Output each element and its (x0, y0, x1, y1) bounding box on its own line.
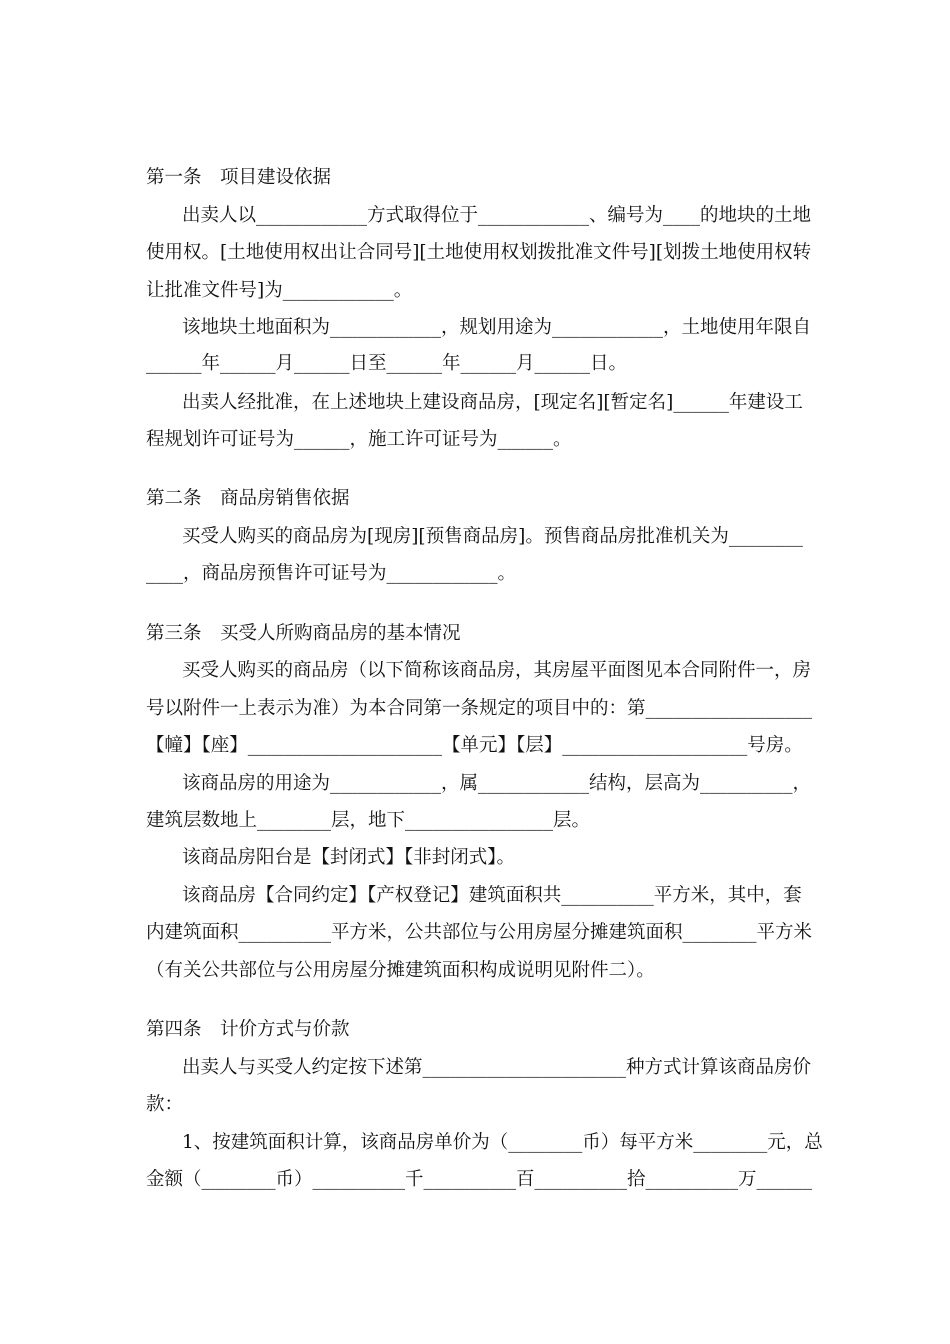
article3-paragraph2-line2: 建筑层数地上________层，地下________________层。 (146, 810, 591, 831)
article1-paragraph1-line1: 出卖人以____________方式取得位于____________、编号为____的地块的土地 (182, 205, 812, 226)
article3-paragraph4-line1: 该商品房【合同约定】【产权登记】建筑面积共__________平方米，其中，套 (182, 885, 802, 906)
article3-paragraph1-line1: 买受人购买的商品房（以下简称该商品房，其房屋平面图见本合同附件一，房 (182, 660, 812, 681)
article2-title: 第二条 商品房销售依据 (146, 488, 350, 509)
article1-paragraph2-line2: ______年______月______日至______年______月______日。 (146, 353, 628, 374)
article3-paragraph1-line3: 【幢】【座】_____________________【单元】【层】____________________号房。 (146, 735, 803, 756)
article4-title: 第四条 计价方式与价款 (146, 1019, 350, 1040)
article3-paragraph1-line2: 号以附件一上表示为准）为本合同第一条规定的项目中的：第__________________ (146, 698, 813, 719)
article1-paragraph1-line2: 使用权。[土地使用权出让合同号][土地使用权划拨批准文件号][划拨土地使用权转 (146, 242, 812, 263)
article4-paragraph1-line2: 款： (146, 1094, 184, 1115)
article4-paragraph2-line1: 1、按建筑面积计算，该商品房单价为（________币）每平方米________元，总 (182, 1132, 823, 1153)
article3-paragraph4-line3: （有关公共部位与公用房屋分摊建筑面积构成说明见附件二）。 (146, 960, 655, 981)
article3-paragraph3-line1: 该商品房阳台是【封闭式】【非封闭式】。 (182, 847, 516, 868)
article4-paragraph1-line1: 出卖人与买受人约定按下述第______________________种方式计算该商品房价 (182, 1057, 812, 1078)
article2-paragraph1-line1: 买受人购买的商品房为[现房][预售商品房]。预售商品房批准机关为________ (182, 526, 803, 547)
article1-paragraph2-line1: 该地块土地面积为____________，规划用途为____________，土地使用年限自 (182, 317, 812, 338)
article3-title: 第三条 买受人所购商品房的基本情况 (146, 623, 461, 644)
article1-title: 第一条 项目建设依据 (146, 167, 332, 188)
article4-paragraph2-line2: 金额（________币）__________千__________百__________拾__________万______ (146, 1169, 813, 1190)
article1-paragraph3-line2: 程规划许可证号为______，施工许可证号为______。 (146, 429, 572, 450)
article2-paragraph1-line2: ____，商品房预售许可证号为____________。 (146, 563, 517, 584)
article3-paragraph2-line1: 该商品房的用途为____________，属____________结构，层高为__________， (182, 773, 812, 794)
article1-paragraph3-line1: 出卖人经批准，在上述地块上建设商品房，[现定名][暂定名]______年建设工 (182, 392, 803, 413)
article1-paragraph1-line3: 让批准文件号]为____________。 (146, 280, 413, 301)
article3-paragraph4-line2: 内建筑面积__________平方米，公共部位与公用房屋分摊建筑面积________平方米 (146, 922, 813, 943)
